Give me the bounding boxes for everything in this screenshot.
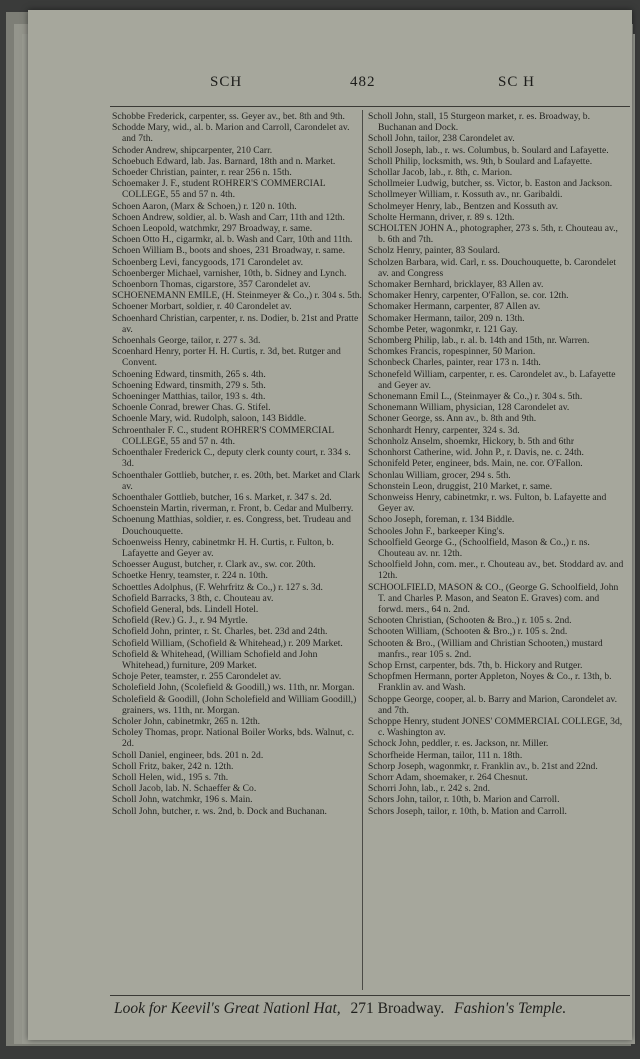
directory-entry: Scholl Jacob, lab. N. Schaeffer & Co. xyxy=(112,783,257,795)
directory-entry: Schoesser August, butcher, r. Clark av., sw. cor. 20th. xyxy=(112,559,316,571)
directory-entry: Scholey Thomas, propr. National Boiler Works, bds. Walnut, c. 2d. xyxy=(112,727,355,750)
directory-entry: Schoen William B., boots and shoes, 231 Broadway, r. same. xyxy=(112,245,346,257)
directory-entry: Schoenthaler Gottlieb, butcher, 16 s. Market, r. 347 s. 2d. xyxy=(112,491,332,503)
directory-entry: Schomkes Francis, ropespinner, 50 Marion. xyxy=(368,346,536,358)
directory-entry: Scholl John, tailor, 238 Carondelet av. xyxy=(368,133,515,145)
directory-entry: Scholl John, watchmkr, 196 s. Main. xyxy=(112,794,253,806)
directory-entry: Schors Joseph, tailor, r. 10th, b. Mation and Carroll. xyxy=(368,805,567,817)
directory-entry: Schonstein Leon, druggist, 210 Market, r. same. xyxy=(368,480,553,492)
directory-entry: Schoeder Christian, painter, r. rear 256 n. 15th. xyxy=(112,167,292,179)
directory-entry: Schooten Christian, (Schooten & Bro.,) r. 105 s. 2nd. xyxy=(368,615,572,627)
directory-entry: Schoeninger Matthias, tailor, 193 s. 4th. xyxy=(112,391,266,403)
directory-entry: Schoolfield John, com. mer., r. Chouteau av., bet. Stoddard av. and 12th. xyxy=(368,559,624,582)
page-number: 482 xyxy=(350,74,376,90)
page-header xyxy=(28,74,632,96)
directory-entry: Schoner George, ss. Ann av., b. 8th and 9th. xyxy=(368,413,537,425)
directory-entry: Schroenthaler F. C., student ROHRER'S COMMERCIAL COLLEGE, 55 and 57 n. 4th. xyxy=(112,424,334,447)
left-column xyxy=(112,111,364,817)
directory-entry: Schoenberger Michael, varnisher, 10th, b. Sidney and Lynch. xyxy=(112,267,347,279)
directory-entry: Schonefeld William, carpenter, r. es. Carondelet av., b. Lafayette and Geyer av. xyxy=(368,368,616,391)
directory-entry: Schoolfield George G., (Schoolfield, Mason & Co.,) r. ns. Chouteau av. nr. 12th. xyxy=(368,536,590,559)
footer-ad-temple: Fashion's Temple. xyxy=(454,1000,567,1017)
directory-entry: Scholz Henry, painter, 83 Soulard. xyxy=(368,245,500,257)
directory-entry: Schoenhals George, tailor, r. 277 s. 3d. xyxy=(112,335,261,347)
directory-entry: Schofield (Rev.) G. J., r. 94 Myrtle. xyxy=(112,615,248,627)
directory-entry: Schock John, peddler, r. es. Jackson, nr. Miller. xyxy=(368,738,549,750)
directory-entry: Schoen Aaron, (Marx & Schoen,) r. 120 n. 10th. xyxy=(112,200,297,212)
directory-entry: Scholl Helen, wid., 195 s. 7th. xyxy=(112,771,229,783)
directory-entry: Schorfheide Herman, tailor, 111 n. 18th. xyxy=(368,749,523,761)
directory-entry: Schollmeier Ludwig, butcher, ss. Victor, b. Easton and Jackson. xyxy=(368,178,613,190)
directory-entry: Scholer John, cabinetmkr, 265 n. 12th. xyxy=(112,715,261,727)
directory-entry: Schoenweiss Henry, cabinetmkr H. H. Curtis, r. Fulton, b. Lafayette and Geyer av. xyxy=(112,536,334,559)
directory-entry: Schodde Mary, wid., al. b. Marion and Carroll, Carondelet av. and 7th. xyxy=(112,122,350,145)
directory-entry: Schonemann William, physician, 128 Carondelet av. xyxy=(368,402,570,414)
directory-entry: Schoje Peter, teamster, r. 255 Carondelet av. xyxy=(112,671,282,683)
directory-entry: Schoenberg Levi, fancygoods, 171 Carondelet av. xyxy=(112,256,304,268)
directory-entry: Schollar Jacob, lab., r. 8th, c. Marion. xyxy=(368,167,513,179)
directory-entry: Schorr Adam, shoemaker, r. 264 Chesnut. xyxy=(368,771,528,783)
directory-entry: Scholefield & Goodill, (John Scholefield and William Goodill,) grainers, ws. 11th, nr. Morgan. xyxy=(112,693,357,716)
footer-rule xyxy=(110,995,630,996)
directory-entry: Schop Ernst, carpenter, bds. 7th, b. Hickory and Rutger. xyxy=(368,659,583,671)
directory-entry: Schofield Barracks, 3 8th, c. Chouteau av. xyxy=(112,592,274,604)
directory-entry: Scholl Philip, locksmith, ws. 9th, b Soulard and Lafayette. xyxy=(368,155,593,167)
directory-entry: Schoder Andrew, shipcarpenter, 210 Carr. xyxy=(112,144,273,156)
directory-entry: Schoppe George, cooper, al. b. Barry and Marion, Carondelet av. and 7th. xyxy=(368,693,617,716)
directory-entry: Scholl John, butcher, r. ws. 2nd, b. Dock and Buchanan. xyxy=(112,805,327,817)
directory-entry: Schors John, tailor, r. 10th, b. Marion and Carroll. xyxy=(368,794,560,806)
directory-entry: Schoenle Conrad, brewer Chas. G. Stifel. xyxy=(112,402,271,414)
directory-entry: Schoo Joseph, foreman, r. 134 Biddle. xyxy=(368,514,515,526)
directory-entry: Schoemaker J. F., student ROHRER'S COMMERCIAL COLLEGE, 55 and 57 n. 4th. xyxy=(112,178,326,201)
right-column xyxy=(368,111,624,817)
directory-entry: Schoenthaler Gottlieb, butcher, r. es. 20th, bet. Market and Clark av. xyxy=(112,469,361,492)
directory-entry: Scholl Fritz, baker, 242 n. 12th. xyxy=(112,760,234,772)
directory-entry: Schonlau William, grocer, 294 s. 5th. xyxy=(368,469,511,481)
directory-entry: Schonhorst Catherine, wid. John P., r. Davis, ne. c. 24th. xyxy=(368,447,584,459)
directory-entry: Schoen Otto H., cigarmkr, al. b. Wash and Carr, 10th and 11th. xyxy=(112,234,353,246)
directory-entry: Scholmeyer Henry, lab., Bentzen and Kossuth av. xyxy=(368,200,559,212)
directory-entry: Schomaker Hermann, carpenter, 87 Allen av. xyxy=(368,301,541,313)
directory-entry: Schoetke Henry, teamster, r. 224 n. 10th. xyxy=(112,570,268,582)
directory-entry: Schonhardt Henry, carpenter, 324 s. 3d. xyxy=(368,424,520,436)
directory-entry: SCHOENEMANN EMILE, (H. Steinmeyer & Co.,) r. 304 s. 5th. xyxy=(112,290,362,302)
directory-entry: Schoebuch Edward, lab. Jas. Barnard, 18th and n. Market. xyxy=(112,155,336,167)
directory-entry: SCHOOLFIELD, MASON & CO., (George G. Schoolfield, John T. and Charles P. Mason, and Seaton E. Graves) com. and forwd. mers., 64 n. 2nd. xyxy=(368,581,619,615)
directory-entry: Schofield William, (Schofield & Whitehead,) r. 209 Market. xyxy=(112,637,343,649)
directory-page xyxy=(28,10,632,1040)
directory-entry: Schoening Edward, tinsmith, 265 s. 4th. xyxy=(112,368,266,380)
directory-entry: Schoen Andrew, soldier, al. b. Wash and Carr, 11th and 12th. xyxy=(112,211,345,223)
directory-entry: Schofield & Whitehead, (William Schofield and John Whitehead,) furniture, 209 Market. xyxy=(112,648,318,671)
directory-entry: Schoettles Adolphus, (F. Wehrfritz & Co.,) r. 127 s. 3d. xyxy=(112,581,323,593)
directory-entry: SCHOLTEN JOHN A., photographer, 273 s. 5th, r. Chouteau av., b. 6th and 7th. xyxy=(368,223,618,246)
directory-entry: Schofield General, bds. Lindell Hotel. xyxy=(112,603,259,615)
directory-entry: Schonemann Emil L., (Steinmayer & Co.,) r. 304 s. 5th. xyxy=(368,391,583,403)
directory-entry: Schonbeck Charles, painter, rear 173 n. 14th. xyxy=(368,357,541,369)
directory-entry: Schoenhard Christian, carpenter, r. ns. Dodier, b. 21st and Pratte av. xyxy=(112,312,359,335)
column-divider xyxy=(362,110,363,990)
footer-advertisement xyxy=(114,1000,634,1018)
directory-entry: Schobbe Frederick, carpenter, ss. Geyer av., bet. 8th and 9th. xyxy=(112,111,345,122)
directory-entry: Schonweiss Henry, cabinetmkr, r. ws. Fulton, b. Lafayette and Geyer av. xyxy=(368,491,607,515)
directory-entry: Schooten & Bro., (William and Christian Schooten,) mustard manfrs., rear 105 s. 2nd. xyxy=(368,637,603,660)
header-rule xyxy=(110,106,630,107)
directory-entry: Schombe Peter, wagonmkr, r. 121 Gay. xyxy=(368,323,518,335)
directory-entry: Schorp Joseph, wagonmkr, r. Franklin av., b. 21st and 22nd. xyxy=(368,760,598,772)
directory-entry: Schomberg Philip, lab., r. al. b. 14th and 15th, nr. Warren. xyxy=(368,335,590,347)
directory-entry: Schooles John F., barkeeper King's. xyxy=(368,525,505,537)
directory-entry: Schoening Edward, tinsmith, 279 s. 5th. xyxy=(112,379,266,391)
directory-entry: Schoenborn Thomas, cigarstore, 357 Carondelet av. xyxy=(112,279,311,291)
directory-entry: Schorri John, lab., r. 242 s. 2nd. xyxy=(368,783,491,795)
directory-entry: Schomaker Hermann, tailor, 209 n. 13th. xyxy=(368,312,525,324)
directory-entry: Schonifeld Peter, engineer, bds. Main, ne. cor. O'Fallon. xyxy=(368,458,583,470)
directory-entry: Schoenle Mary, wid. Rudolph, saloon, 143 Biddle. xyxy=(112,413,307,425)
directory-entry: Schonholz Anselm, shoemkr, Hickory, b. 5th and 6thr xyxy=(368,435,575,447)
directory-entry: Scholte Hermann, driver, r. 89 s. 12th. xyxy=(368,211,515,223)
header-left-guide: SCH xyxy=(210,74,243,90)
directory-entry: Scoenhard Henry, porter H. H. Curtis, r. 3d, bet. Rutger and Convent. xyxy=(112,346,341,369)
directory-entry: Schoen Leopold, watchmkr, 297 Broadway, r. same. xyxy=(112,223,313,235)
directory-entry: Schofield John, printer, r. St. Charles, bet. 23d and 24th. xyxy=(112,626,328,638)
footer-ad-address: 271 Broadway. xyxy=(350,1000,445,1017)
footer-ad-hat: Look for Keevil's Great Nationl Hat, xyxy=(114,1000,341,1017)
header-right-guide: SC H xyxy=(498,74,535,90)
directory-entry: Schoener Morbart, soldier, r. 40 Carondelet av. xyxy=(112,301,292,313)
directory-entry: Schooten William, (Schooten & Bro.,) r. 105 s. 2nd. xyxy=(368,626,568,638)
directory-entry: Schoenstein Martin, riverman, r. Front, b. Cedar and Mulberry. xyxy=(112,503,354,515)
directory-entry: Schomaker Henry, carpenter, O'Fallon, se. cor. 12th. xyxy=(368,290,569,302)
directory-entry: Schoenung Matthias, soldier, r. es. Congress, bet. Trudeau and Douchouquette. xyxy=(112,514,351,537)
directory-entry: Schoenthaler Frederick C., deputy clerk county court, r. 334 s. 3d. xyxy=(112,447,351,470)
directory-entry: Schomaker Bernhard, bricklayer, 83 Allen av. xyxy=(368,279,544,291)
directory-entry: Scholzen Barbara, wid. Carl, r. ss. Douchouquette, b. Carondelet av. and Congress xyxy=(368,256,617,279)
directory-entry: Schollmeyer William, r. Kossuth av., nr. Garibaldi. xyxy=(368,189,563,201)
directory-entry: Scholl John, stall, 15 Sturgeon market, r. es. Broadway, b. Buchanan and Dock. xyxy=(368,111,590,134)
directory-entry: Scholl Joseph, lab., r. ws. Columbus, b. Soulard and Lafayette. xyxy=(368,144,609,156)
directory-entry: Schoppe Henry, student JONES' COMMERCIAL COLLEGE, 3d, c. Washington av. xyxy=(368,715,623,739)
directory-entry: Scholefield John, (Scolefield & Goodill,) ws. 11th, nr. Morgan. xyxy=(112,682,355,694)
directory-entry: Scholl Daniel, engineer, bds. 201 n. 2d. xyxy=(112,749,264,761)
directory-entry: Schopfmen Hermann, porter Appleton, Noyes & Co., r. 13th, b. Franklin av. and Wash. xyxy=(368,671,612,694)
